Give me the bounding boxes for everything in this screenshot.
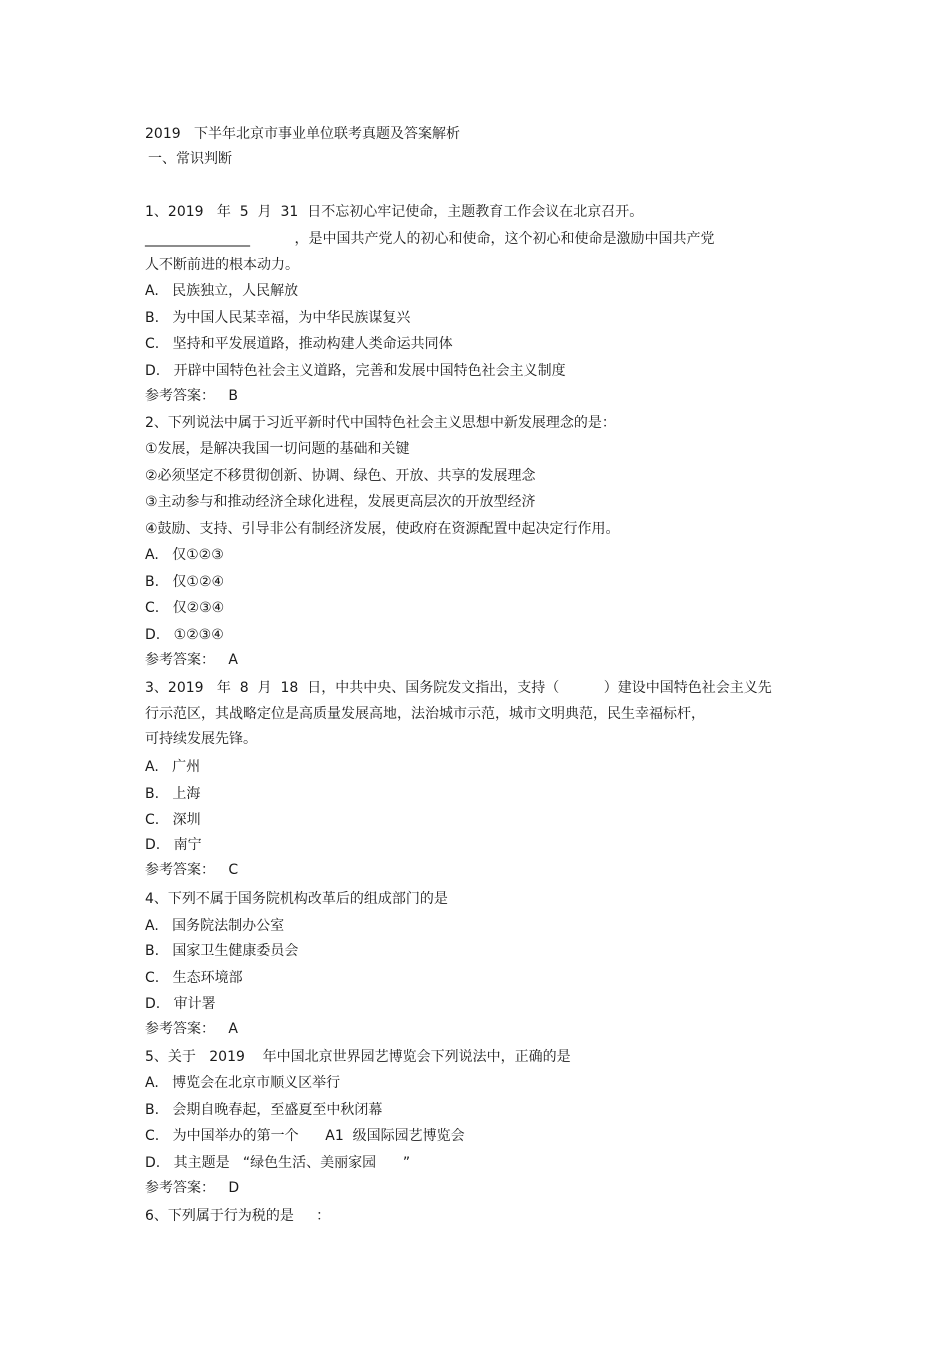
question-2-option-a: A. 仅①②③ bbox=[145, 547, 224, 563]
question-2-line-1: 2、下列说法中属于习近平新时代中国特色社会主义思想中新发展理念的是： bbox=[145, 415, 616, 431]
question-5-option-b: B. 会期自晚春起，至盛夏至中秋闭幕 bbox=[145, 1102, 383, 1118]
question-3-answer: 参考答案： C bbox=[145, 862, 239, 878]
question-5-option-d: D. 其主题是 “绿色生活、美丽家园 ” bbox=[145, 1155, 411, 1171]
question-6-line-1: 6、下列属于行为税的是 ： bbox=[145, 1208, 331, 1224]
question-3-option-a: A. 广州 bbox=[145, 759, 201, 775]
question-2-line-3: ②必须坚定不移贯彻创新、协调、绿色、开放、共享的发展理念 bbox=[145, 468, 536, 484]
question-5-option-c: C. 为中国举办的第一个 A1 级国际园艺博览会 bbox=[145, 1128, 465, 1144]
question-1-line-1: 1、2019 年 5 月 31 日不忘初心牢记使命，主题教育工作会议在北京召开。 bbox=[145, 204, 644, 220]
question-1-option-c: C. 坚持和平发展道路，推动构建人类命运共同体 bbox=[145, 336, 453, 352]
question-2-option-b: B. 仅①②④ bbox=[145, 574, 225, 590]
document-title: 2019 下半年北京市事业单位联考真题及答案解析 bbox=[145, 126, 460, 142]
question-1-option-d: D. 开辟中国特色社会主义道路，完善和发展中国特色社会主义制度 bbox=[145, 363, 566, 379]
question-4-option-d: D. 审计署 bbox=[145, 996, 216, 1012]
question-2-line-5: ④鼓励、支持、引导非公有制经济发展，使政府在资源配置中起决定行作用。 bbox=[145, 521, 620, 537]
question-2-answer: 参考答案： A bbox=[145, 652, 238, 668]
question-2-line-4: ③主动参与和推动经济全球化进程，发展更高层次的开放型经济 bbox=[145, 494, 536, 510]
question-1-answer: 参考答案： B bbox=[145, 388, 238, 404]
question-3-option-c: C. 深圳 bbox=[145, 812, 201, 828]
question-4-option-b: B. 国家卫生健康委员会 bbox=[145, 943, 299, 959]
question-4-option-a: A. 国务院法制办公室 bbox=[145, 918, 285, 934]
question-1-line-2: _______________ ，是中国共产党人的初心和使命，这个初心和使命是激励中国共产党 bbox=[145, 231, 715, 247]
question-3-option-b: B. 上海 bbox=[145, 786, 201, 802]
question-1-option-a: A. 民族独立，人民解放 bbox=[145, 283, 299, 299]
question-2-line-2: ①发展，是解决我国一切问题的基础和关键 bbox=[145, 441, 410, 457]
section-heading: 一、常识判断 bbox=[148, 151, 232, 167]
question-4-option-c: C. 生态环境部 bbox=[145, 970, 243, 986]
question-1-line-3: 人不断前进的根本动力。 bbox=[145, 257, 299, 273]
question-3-option-d: D. 南宁 bbox=[145, 837, 202, 853]
question-3-line-3: 可持续发展先锋。 bbox=[145, 731, 257, 747]
question-3-line-2: 行示范区，其战略定位是高质量发展高地，法治城市示范，城市文明典范，民生幸福标杆， bbox=[145, 706, 705, 722]
question-5-answer: 参考答案： D bbox=[145, 1180, 240, 1196]
question-5-option-a: A. 博览会在北京市顺义区举行 bbox=[145, 1075, 341, 1091]
question-5-line-1: 5、关于 2019 年中国北京世界园艺博览会下列说法中，正确的是 bbox=[145, 1049, 571, 1065]
question-2-option-c: C. 仅②③④ bbox=[145, 600, 225, 616]
question-4-line-1: 4、下列不属于国务院机构改革后的组成部门的是 bbox=[145, 891, 448, 907]
question-4-answer: 参考答案： A bbox=[145, 1021, 238, 1037]
question-3-line-1: 3、2019 年 8 月 18 日，中共中央、国务院发文指出，支持（ ）建设中国特色社会主义先 bbox=[145, 680, 772, 696]
question-2-option-d: D. ①②③④ bbox=[145, 627, 224, 643]
question-1-option-b: B. 为中国人民某幸福，为中华民族谋复兴 bbox=[145, 310, 411, 326]
